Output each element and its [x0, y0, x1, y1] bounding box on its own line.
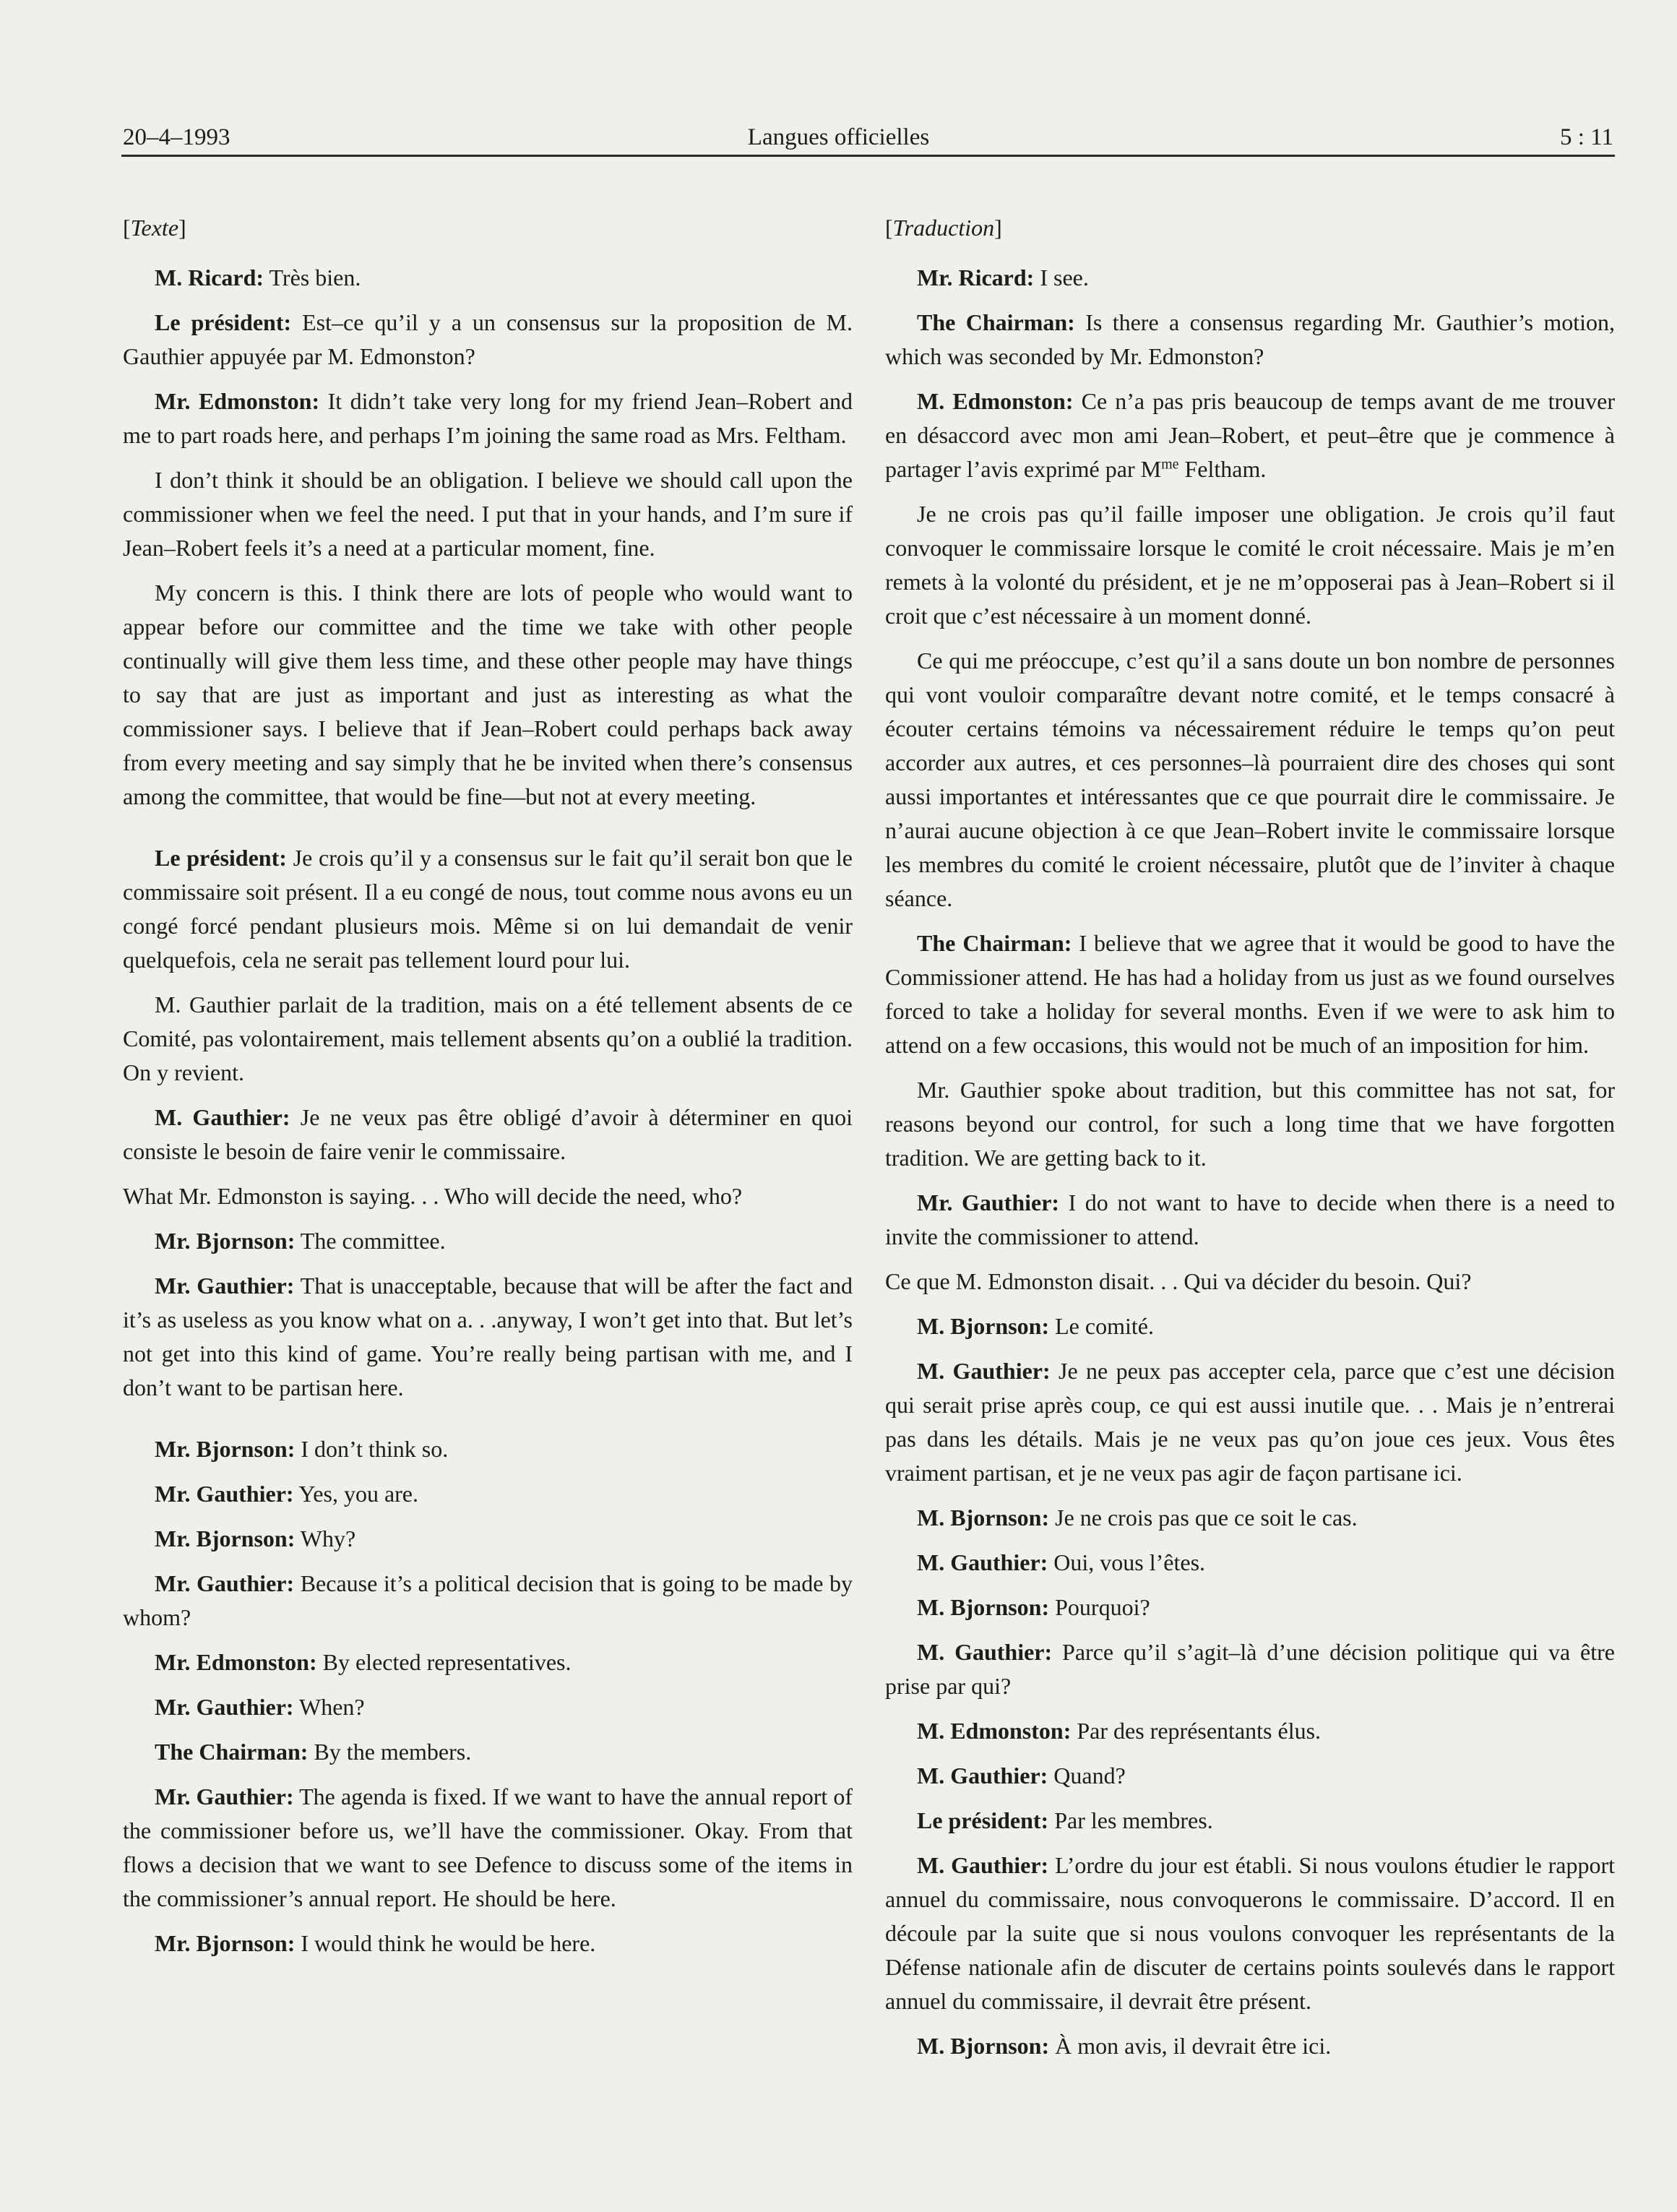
- speaker-name: Mr. Gauthier:: [155, 1570, 295, 1596]
- speaker-name: Mr. Gauthier:: [155, 1694, 294, 1720]
- speech-text: By elected representatives.: [316, 1649, 572, 1675]
- speaker-name: M. Gauthier:: [917, 1358, 1051, 1384]
- transcript-paragraph: [885, 384, 1615, 486]
- right-paragraphs: [885, 261, 1615, 2063]
- speaker-name: Le président:: [155, 845, 287, 871]
- transcript-paragraph: [123, 1269, 853, 1405]
- speech-text: I would think he would be here.: [295, 1930, 596, 1956]
- speech-text: Très bien.: [264, 264, 361, 291]
- header-rule: [121, 155, 1615, 157]
- speech-text: Yes, you are.: [293, 1481, 418, 1507]
- speech-text: That is unacceptable, because that will be after the fact and it’s as useless as you know what on a. . .anyway, I won’t get into that. But let’s not get into this kind of game. You’re really being partisan with me, and I don’t want to be partisan here.: [123, 1273, 853, 1400]
- speaker-name: The Chairman:: [917, 309, 1075, 335]
- transcript-paragraph: [123, 1927, 853, 1961]
- speech-text: Je ne crois pas que ce soit le cas.: [1049, 1505, 1358, 1531]
- speech-text: Ce qui me préoccupe, c’est qu’il a sans doute un bon nombre de personnes qui vont vouloir comparaître devant notre comité, et le temps consacré à écouter certains témoins va nécessairement réduire le temps qu’on peut accorder aux autres, et ces personnes–là pourraient dire des choses qui sont aussi importantes et intéressantes que ce que pourrait dire le commissaire. Je n’aurai aucune objection à ce que Jean–Robert invite le commissaire lorsque les membres du comité le croient nécessaire, plutôt que de l’inviter à chaque séance.: [885, 647, 1615, 911]
- column-label-left: [Texte]: [123, 215, 186, 241]
- speech-text: Why?: [295, 1525, 356, 1552]
- transcript-paragraph: [123, 1690, 853, 1724]
- speech-text: Je crois qu’il y a consensus sur le fait qu’il serait bon que le commissaire soit présent. Il a eu congé de nous, tout comme nous avons eu un congé forcé pendant plusieurs mois. Même si on lui demandait de venir quelquefois, cela ne serait pas tellement lourd pour lui.: [123, 845, 853, 973]
- transcript-paragraph: [885, 306, 1615, 374]
- speaker-name: Mr. Bjornson:: [155, 1525, 296, 1552]
- speech-text: By the members.: [308, 1739, 472, 1765]
- speech-text: My concern is this. I think there are lots of people who would want to appear before our committee and the time we take with other people continually will give them less time, and these other people may have things to say that are just as important and just as interesting as what the commissioner says. I believe that if Jean–Robert could perhaps back away from every meeting and say simply that he be invited when there’s consensus among the committee, that would be fine—but not at every meeting.: [123, 580, 853, 809]
- transcript-paragraph: [885, 1714, 1615, 1748]
- speech-text: Ce que M. Edmonston disait. . . Qui va décider du besoin. Qui?: [885, 1268, 1472, 1294]
- transcript-paragraph: [123, 1522, 853, 1556]
- speech-text: Oui, vous l’êtes.: [1048, 1549, 1206, 1575]
- header-page-number: 5 : 11: [1560, 124, 1613, 150]
- speaker-name: M. Bjornson:: [917, 1505, 1050, 1531]
- transcript-paragraph: [123, 576, 853, 814]
- transcript-paragraph: [123, 1735, 853, 1769]
- transcript-paragraph: [123, 1179, 853, 1213]
- column-label-right: [Traduction]: [885, 215, 1002, 241]
- speech-text: The committee.: [295, 1228, 446, 1254]
- speaker-name: M. Bjornson:: [917, 1313, 1050, 1339]
- speech-text: Quand?: [1048, 1763, 1126, 1789]
- transcript-paragraph: [123, 1101, 853, 1169]
- speech-text: À mon avis, il devrait être ici.: [1049, 2033, 1332, 2059]
- speech-text: Because it’s a political decision that is going to be made by whom?: [123, 1570, 853, 1630]
- speaker-name: Mr. Edmonston:: [155, 1649, 317, 1675]
- transcript-paragraph: [885, 1501, 1615, 1535]
- speaker-name: M. Gauthier:: [917, 1639, 1053, 1665]
- transcript-paragraph: [123, 261, 853, 295]
- speech-text: When?: [293, 1694, 365, 1720]
- column-right-translation: [885, 211, 1615, 2074]
- speaker-name: Mr. Gauthier:: [917, 1189, 1060, 1215]
- header-date: 20–4–1993: [123, 124, 230, 150]
- transcript-paragraph: [885, 1309, 1615, 1343]
- transcript-paragraph: [885, 1265, 1615, 1299]
- speaker-name: Mr. Bjornson:: [155, 1930, 296, 1956]
- transcript-paragraph: [885, 2029, 1615, 2063]
- speech-text: Parce qu’il s’agit–là d’une décision politique qui va être prise par qui?: [885, 1639, 1616, 1699]
- honorific-superscript: me: [1161, 456, 1179, 473]
- speech-text: Je ne crois pas qu’il faille imposer une obligation. Je crois qu’il faut convoquer le commissaire lorsque le comité le croit nécessaire. Mais je m’en remets à la volonté du président, et je ne m’opposerai pas à Jean–Robert si il croit que c’est nécessaire à un moment donné.: [885, 501, 1615, 629]
- speaker-name: The Chairman:: [155, 1739, 309, 1765]
- transcript-paragraph: [123, 1224, 853, 1258]
- speaker-name: Mr. Gauthier:: [155, 1481, 294, 1507]
- transcript-paragraph: [123, 463, 853, 565]
- speech-text: Is there a consensus regarding Mr. Gauthier’s motion, which was seconded by Mr. Edmonston?: [885, 309, 1616, 369]
- speech-text: It didn’t take very long for my friend Jean–Robert and me to part roads here, and perhaps I’m joining the same road as Mrs. Feltham.: [123, 388, 853, 448]
- speaker-name: Mr. Bjornson:: [155, 1436, 296, 1462]
- transcript-paragraph: [885, 644, 1615, 916]
- speech-text: I see.: [1034, 264, 1089, 291]
- speech-text: Je ne peux pas accepter cela, parce que c’est une décision qui serait prise après coup, ce qui est aussi inutile que. . . Mais je n’entrerai pas dans les détails. Mais je ne veux pas qu’on joue ces jeux. Vous êtes vraiment partisan, et je ne veux pas agir de façon partisane ici.: [885, 1358, 1616, 1486]
- transcript-paragraph: [885, 926, 1615, 1062]
- transcript-paragraph: [885, 1546, 1615, 1580]
- speaker-name: Mr. Gauthier:: [155, 1783, 294, 1809]
- speaker-name: M. Edmonston:: [917, 388, 1074, 414]
- transcript-paragraph: [885, 261, 1615, 295]
- header-title: Langues officielles: [747, 124, 930, 150]
- speech-text: Le comité.: [1049, 1313, 1154, 1339]
- speaker-name: M. Ricard:: [155, 264, 264, 291]
- transcript-paragraph: [885, 1804, 1615, 1838]
- transcript-paragraph: [885, 497, 1615, 633]
- transcript-paragraph: [123, 988, 853, 1090]
- transcript-paragraph: [885, 1186, 1615, 1254]
- transcript-paragraph: [885, 1759, 1615, 1793]
- transcript-paragraph: [885, 1354, 1615, 1490]
- speech-text: Feltham.: [1178, 456, 1267, 482]
- speaker-name: M. Gauthier:: [917, 1549, 1048, 1575]
- transcript-paragraph: [123, 1477, 853, 1511]
- transcript-paragraph: [123, 384, 853, 452]
- speaker-name: Mr. Bjornson:: [155, 1228, 296, 1254]
- speaker-name: M. Edmonston:: [917, 1718, 1072, 1744]
- speech-text: Est–ce qu’il y a un consensus sur la proposition de M. Gauthier appuyée par M. Edmonston?: [123, 309, 853, 369]
- transcript-paragraph: [123, 1780, 853, 1916]
- speech-text: Pourquoi?: [1049, 1594, 1150, 1620]
- speech-text: Par des représentants élus.: [1071, 1718, 1322, 1744]
- speech-text: The agenda is fixed. If we want to have the annual report of the commissioner before us, we’ll have the commissioner. Okay. From that flows a decision that we want to see Defence to discuss some of the items in the commissioner’s annual report. He should be here.: [123, 1783, 853, 1911]
- speech-text: I don’t think so.: [295, 1436, 449, 1462]
- transcript-paragraph: [885, 1849, 1615, 2018]
- speech-text: What Mr. Edmonston is saying. . . Who will decide the need, who?: [123, 1183, 743, 1209]
- speech-text: Je ne veux pas être obligé d’avoir à déterminer en quoi consiste le besoin de faire venir le commissaire.: [123, 1104, 853, 1164]
- speech-text: I don’t think it should be an obligation. I believe we should call upon the commissioner when we feel the need. I put that in your hands, and I’m sure if Jean–Robert feels it’s a need at a particular moment, fine.: [123, 467, 853, 561]
- speaker-name: Mr. Edmonston:: [155, 388, 320, 414]
- speaker-name: Mr. Gauthier:: [155, 1273, 295, 1299]
- speaker-name: M. Gauthier:: [155, 1104, 290, 1130]
- speaker-name: M. Bjornson:: [917, 2033, 1050, 2059]
- speech-text: Par les membres.: [1048, 1807, 1213, 1833]
- transcript-paragraph: [885, 1635, 1615, 1703]
- transcript-paragraph: [123, 1432, 853, 1466]
- speaker-name: Le président:: [155, 309, 292, 335]
- transcript-paragraph: [123, 306, 853, 374]
- speaker-name: Le président:: [917, 1807, 1049, 1833]
- transcript-paragraph: [123, 841, 853, 977]
- speech-text: Ce n’a pas pris beaucoup de temps avant de me trouver en désaccord avec mon ami Jean–Robert, et peut–être que je commence à partager l’avis exprimé par M: [885, 388, 1616, 482]
- speech-text: I do not want to have to decide when there is a need to invite the commissioner to attend.: [885, 1189, 1616, 1249]
- speech-text: Mr. Gauthier spoke about tradition, but this committee has not sat, for reasons beyond our control, for such a long time that we have forgotten tradition. We are getting back to it.: [885, 1077, 1615, 1171]
- transcript-paragraph: [885, 1591, 1615, 1624]
- transcript-paragraph: [123, 1567, 853, 1635]
- speech-text: I believe that we agree that it would be good to have the Commissioner attend. He has had a holiday from us just as we found ourselves forced to take a holiday for several months. Even if we were to ask him to attend on a few occasions, this would not be much of an imposition for him.: [885, 930, 1616, 1058]
- column-left-original-text: [123, 211, 853, 1971]
- speech-text: M. Gauthier parlait de la tradition, mais on a été tellement absents de ce Comité, pas volontairement, mais tellement absents qu’on a oublié la tradition. On y revient.: [123, 991, 853, 1085]
- speech-text: L’ordre du jour est établi. Si nous voulons étudier le rapport annuel du commissaire, nous convoquerons le commissaire. D’accord. Il en découle par la suite que si nous voulons convoquer les représentants de la Défense nationale afin de discuter de certains points soulevés dans le rapport annuel du commissaire, il devrait être présent.: [885, 1852, 1616, 2014]
- speaker-name: The Chairman:: [917, 930, 1072, 956]
- speaker-name: M. Gauthier:: [917, 1852, 1049, 1878]
- transcript-paragraph: [123, 1645, 853, 1679]
- transcript-paragraph: [885, 1073, 1615, 1175]
- left-paragraphs: [123, 261, 853, 1961]
- speaker-name: Mr. Ricard:: [917, 264, 1035, 291]
- speaker-name: M. Gauthier:: [917, 1763, 1048, 1789]
- speaker-name: M. Bjornson:: [917, 1594, 1050, 1620]
